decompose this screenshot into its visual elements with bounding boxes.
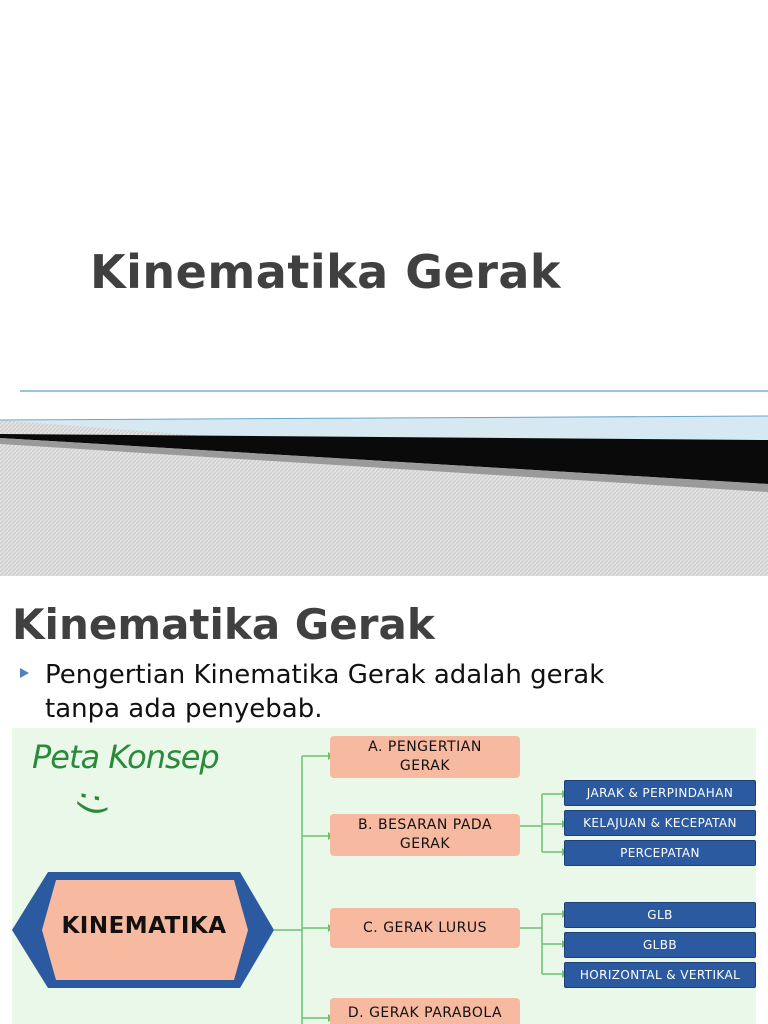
bullet-line-2: tanpa ada penyebab. [45,694,323,724]
slide-title: Kinematika Gerak [90,245,562,299]
branch-pengertian-gerak [330,736,520,778]
branch-label-line1: C. GERAK LURUS [363,919,487,936]
center-node-label: KINEMATIKA [61,913,227,939]
leaf-horizontal-vertikal: HORIZONTAL & VERTIKAL [564,962,756,988]
leaf-percepatan: PERCEPATAN [564,840,756,866]
decorative-banner [0,380,768,576]
leaf-glb: GLB [564,902,756,928]
leaf-kelajuan-kecepatan: KELAJUAN & KECEPATAN [564,810,756,836]
content-slide [0,576,768,1024]
branch-gerak-lurus [330,908,520,948]
branch-label-line1: A. PENGERTIAN [368,739,482,755]
branch-label-line2: GERAK [399,836,451,852]
branch-besaran-pada-gerak [330,814,520,856]
bullet-line-1: Pengertian Kinematika Gerak adalah gerak [45,660,605,690]
branch-label-line1: D. GERAK PARABOLA [347,1005,503,1021]
slide-title: Kinematika Gerak [12,600,435,649]
branch-gerak-parabola [330,998,520,1024]
leaf-glbb: GLBB [564,932,756,958]
branch-label-line2: GERAK [399,758,451,774]
bullet-item [20,658,740,726]
bullet-arrow-icon [20,668,29,678]
branch-label-line1: B. BESARAN PADA [357,817,493,833]
handwritten-title: Peta Konsep [32,738,219,776]
leaf-jarak-perpindahan: JARAK & PERPINDAHAN [564,780,756,806]
handwritten-smiley: :) [72,791,113,817]
concept-map [12,728,756,1024]
